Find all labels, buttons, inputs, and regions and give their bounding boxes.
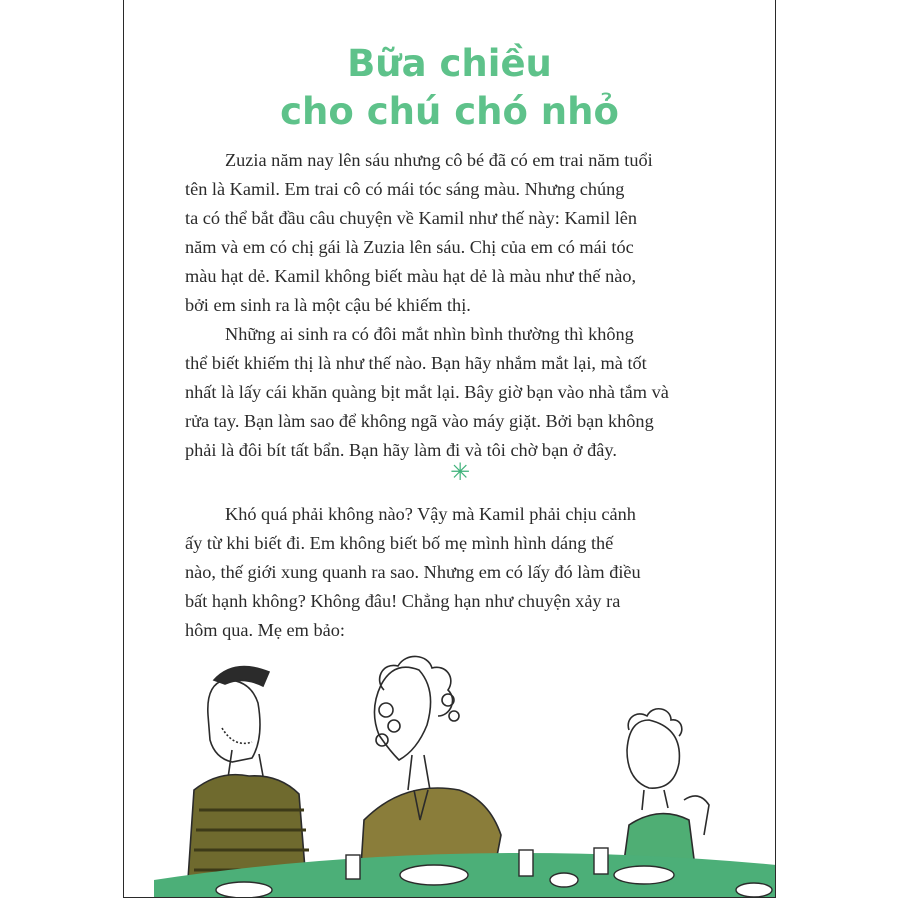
paragraph-3 — [185, 500, 697, 645]
text-line: Khó quá phải không nào? Vậy mà Kamil phải chịu cảnh — [225, 504, 636, 524]
text-line: ấy từ khi biết đi. Em không biết bố mẹ mình hình dáng thế — [185, 533, 614, 553]
chapter-title-line-2: cho chú chó nhỏ — [280, 90, 619, 133]
chapter-title-line-1: Bữa chiều — [347, 42, 552, 85]
text-line: bất hạnh không? Không đâu! Chẳng hạn như chuyện xảy ra — [185, 591, 621, 611]
text-line: bởi em sinh ra là một cậu bé khiếm thị. — [185, 295, 471, 315]
text-line: ta có thể bắt đầu câu chuyện về Kamil như thế này: Kamil lên — [185, 208, 638, 228]
text-line: nhất là lấy cái khăn quàng bịt mắt lại. Bây giờ bạn vào nhà tắm và — [185, 382, 669, 402]
paragraph-2 — [185, 320, 697, 465]
book-page — [123, 0, 776, 898]
text-line: Những ai sinh ra có đôi mắt nhìn bình thường thì không — [225, 324, 634, 344]
text-line: màu hạt dẻ. Kamil không biết màu hạt dẻ là màu như thế nào, — [185, 266, 637, 286]
text-line: tên là Kamil. Em trai cô có mái tóc sáng màu. Nhưng chúng — [185, 179, 625, 199]
section-separator-icon: ✳ — [450, 458, 471, 486]
text-line: năm và em có chị gái là Zuzia lên sáu. Chị của em có mái tóc — [185, 237, 634, 257]
paragraph-1 — [185, 146, 697, 320]
father-figure — [187, 667, 310, 894]
text-line: thể biết khiếm thị là như thế nào. Bạn hãy nhắm mắt lại, mà tốt — [185, 353, 647, 373]
text-line: rửa tay. Bạn làm sao để không ngã vào máy giặt. Bởi bạn không — [185, 411, 654, 431]
family-dinner-illustration — [124, 650, 776, 898]
text-line: nào, thế giới xung quanh ra sao. Nhưng em có lấy đó làm điều — [185, 562, 641, 582]
text-line: phải là đôi bít tất bẩn. Bạn hãy làm đi và tôi chờ bạn ở đây. — [185, 440, 617, 460]
text-line: Zuzia năm nay lên sáu nhưng cô bé đã có em trai năm tuổi — [225, 150, 653, 170]
text-line: hôm qua. Mẹ em bảo: — [185, 620, 345, 640]
